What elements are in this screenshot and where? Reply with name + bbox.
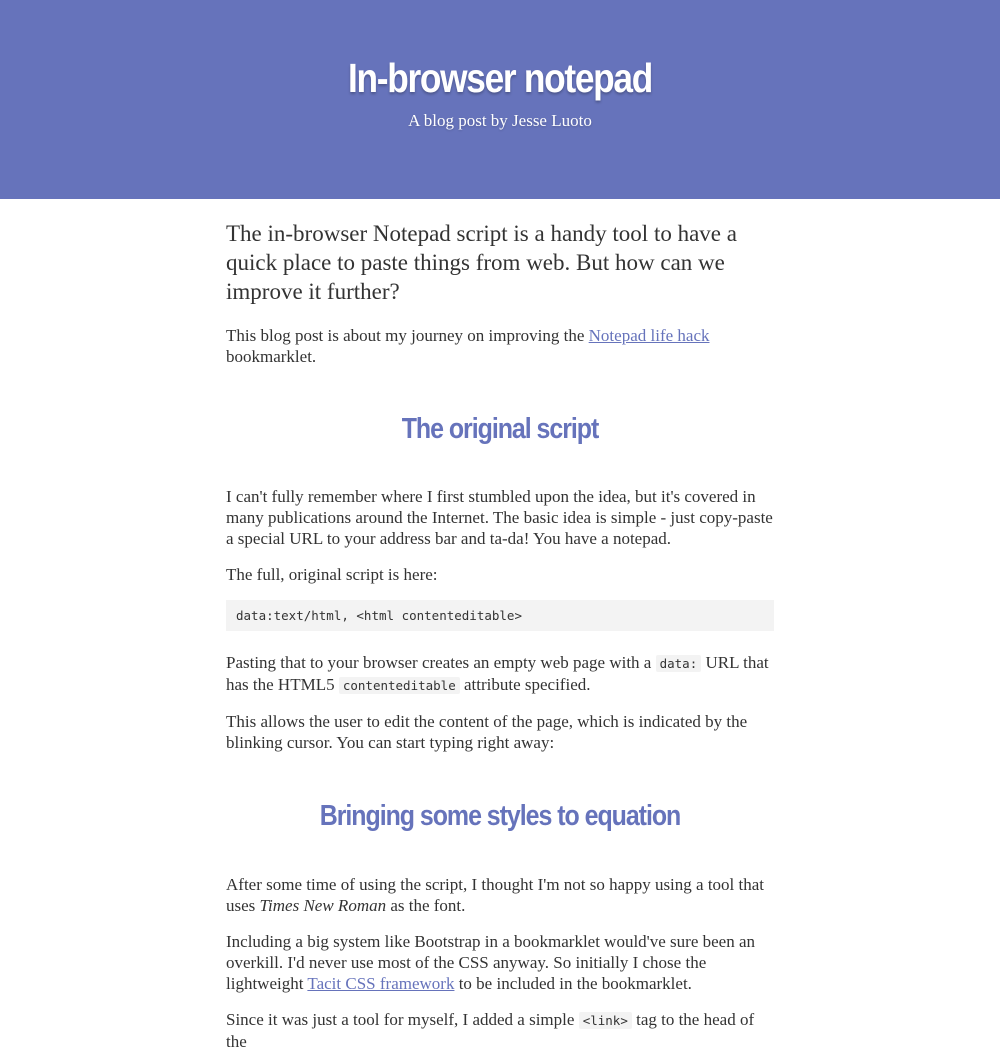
text: attribute specified. [459, 675, 591, 694]
emphasis: Times New Roman [259, 896, 387, 915]
code-block [226, 600, 774, 631]
section-heading-original-script: The original script [401, 413, 599, 445]
text: as the font. [386, 896, 466, 915]
intro-text-end: bookmarklet. [226, 347, 317, 366]
tacit-css-link[interactable]: Tacit CSS framework [307, 974, 455, 993]
inline-code: contenteditable [339, 677, 460, 694]
code-snippet: data:text/html, <html contenteditable> [236, 608, 522, 623]
intro-paragraph [226, 325, 774, 367]
page-header [0, 0, 1000, 199]
text: URL that has the HTML5 [226, 653, 769, 694]
notepad-life-hack-link[interactable]: Notepad life hack [588, 326, 710, 345]
intro-text: This blog post is about my journey on improving the [226, 326, 589, 345]
text: Since it was just a tool for myself, I added a simple [226, 1010, 579, 1029]
paragraph: The full, original script is here: [226, 565, 438, 584]
section-heading-styles: Bringing some styles to equation [319, 800, 681, 832]
text: Including a big system like Bootstrap in a bookmarklet would've sure been an overkill. I'd never use most of the CSS anyway. So initially I chose the lightweight [226, 932, 756, 993]
lead-paragraph: The in-browser Notepad script is a handy tool to have a quick place to paste things from web. But how can we improve it further? [226, 221, 737, 304]
article-body [226, 199, 774, 1052]
text: After some time of using the script, I thought I'm not so happy using a tool that uses [226, 875, 765, 915]
paragraph: This allows the user to edit the content of the page, which is indicated by the blinking cursor. You can start typing right away: [226, 712, 748, 752]
paragraph [226, 1009, 774, 1052]
text: to be included in the bookmarklet. [454, 974, 692, 993]
paragraph: I can't fully remember where I first stumbled upon the idea, but it's covered in many publications around the Internet. The basic idea is simple - just copy-paste a special URL to your address bar and ta-da! You have a notepad. [226, 487, 773, 548]
paragraph [226, 931, 774, 994]
paragraph [226, 652, 774, 696]
inline-code: data: [656, 655, 702, 672]
inline-code: <link> [579, 1012, 632, 1029]
page-subtitle: A blog post by Jesse Luoto [408, 111, 592, 130]
page-title: In-browser notepad [348, 55, 652, 101]
text: tag to the head of the [226, 1010, 755, 1051]
text: Pasting that to your browser creates an empty web page with a [226, 653, 656, 672]
paragraph [226, 874, 774, 916]
